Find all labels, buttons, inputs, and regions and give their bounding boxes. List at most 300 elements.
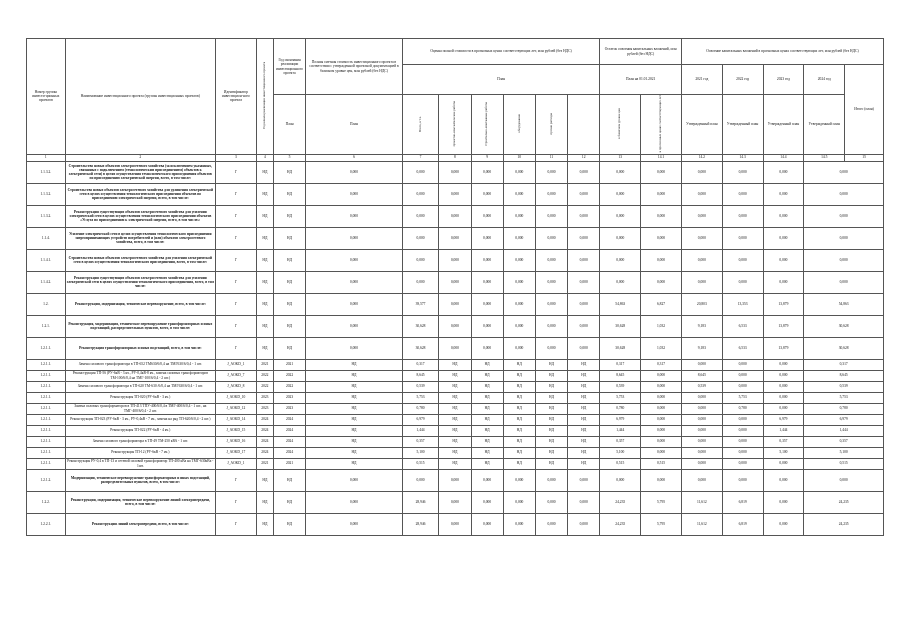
header-remaining: Остаток освоения капитальных вложений, млн рублей (без НДС) bbox=[600, 39, 682, 65]
row-cell-c8: 0,000 bbox=[439, 337, 471, 359]
row-cell-c9: НД bbox=[471, 447, 503, 458]
row-cell-c6: 0,000 bbox=[306, 469, 403, 491]
column-number: 13 bbox=[600, 154, 641, 161]
row-cell-c7: 0,000 bbox=[402, 161, 439, 183]
row-cell-y2: НД bbox=[273, 469, 305, 491]
row-cell-c8: 0,000 bbox=[439, 205, 471, 227]
row-name: Реконструкция ТП-020 (РУ-6кВ - 3 яч.) bbox=[65, 392, 215, 403]
row-cell-c15: 5,100 bbox=[804, 447, 884, 458]
row-cell-c8: НД bbox=[439, 425, 471, 436]
table-row bbox=[27, 271, 884, 293]
row-number: 1.2.1.1. bbox=[27, 337, 66, 359]
row-cell-y2: НД bbox=[273, 271, 305, 293]
row-cell-c9: 0,000 bbox=[471, 293, 503, 315]
row-cell-c8: НД bbox=[439, 381, 471, 392]
row-cell-c6: НД bbox=[306, 370, 403, 381]
header-total: Итого (план) bbox=[845, 65, 884, 155]
row-cell-c142: 0,000 bbox=[681, 392, 722, 403]
row-cell-id: J_AOKD_12 bbox=[215, 403, 256, 414]
row-cell-c12: НД bbox=[568, 414, 600, 425]
row-cell-c10: 0,000 bbox=[503, 161, 535, 183]
row-cell-c12: НД bbox=[568, 370, 600, 381]
header-sub-blank bbox=[568, 95, 600, 155]
table-row bbox=[27, 469, 884, 491]
row-cell-c12: НД bbox=[568, 381, 600, 392]
row-cell-c141: 1,032 bbox=[641, 337, 682, 359]
row-cell-c9: НД bbox=[471, 392, 503, 403]
table-row bbox=[27, 293, 884, 315]
row-cell-c8: 0,000 bbox=[439, 249, 471, 271]
row-cell-y2: 2023 bbox=[273, 392, 305, 403]
row-cell-y1: НД bbox=[256, 271, 273, 293]
row-cell-c15: 0,000 bbox=[804, 469, 884, 491]
row-cell-c142: 0,000 bbox=[681, 458, 722, 469]
row-cell-c143: 13,353 bbox=[722, 293, 763, 315]
row-cell-c7: 0,539 bbox=[402, 381, 439, 392]
row-number: 1.2.1.1. bbox=[27, 381, 66, 392]
row-name: Реконструкция ТП-023 (РУ-6кВ - 3 яч., РУ-0,4кВ - 7 яч., замена на ряд ТП-620/6/0,4 - 2 шт.) bbox=[65, 414, 215, 425]
row-cell-c6: 0,000 bbox=[306, 513, 403, 535]
row-cell-y1: 2023 bbox=[256, 403, 273, 414]
row-cell-c144: 0,357 bbox=[763, 436, 804, 447]
row-cell-c10: 0,000 bbox=[503, 513, 535, 535]
row-cell-y2: 2023 bbox=[273, 403, 305, 414]
row-cell-c143: 0,000 bbox=[722, 271, 763, 293]
header-plan: План bbox=[402, 65, 600, 95]
row-cell-id: Г bbox=[215, 491, 256, 513]
row-cell-c12: 0,000 bbox=[568, 513, 600, 535]
row-cell-c15: 0,539 bbox=[804, 381, 884, 392]
row-cell-c141: 0,000 bbox=[641, 414, 682, 425]
row-cell-c8: НД bbox=[439, 403, 471, 414]
row-cell-c142: 0,000 bbox=[681, 425, 722, 436]
row-cell-id: Г bbox=[215, 337, 256, 359]
row-cell-c9: НД bbox=[471, 458, 503, 469]
table-row bbox=[27, 183, 884, 205]
row-cell-c9: 0,000 bbox=[471, 513, 503, 535]
row-cell-c144: 0,000 bbox=[763, 513, 804, 535]
row-cell-id: Г bbox=[215, 271, 256, 293]
row-cell-c143: 6,533 bbox=[722, 337, 763, 359]
row-name: Замена силового трансформатора в ТП-49 ТМ-250 кВА - 1 шт. bbox=[65, 436, 215, 447]
row-cell-c13: 0,539 bbox=[600, 381, 641, 392]
row-cell-c8: НД bbox=[439, 359, 471, 370]
row-cell-c143: 0,000 bbox=[722, 425, 763, 436]
row-cell-y2: 2022 bbox=[273, 381, 305, 392]
header-year-2022: 2022 год bbox=[722, 65, 763, 95]
row-cell-c7: 30,628 bbox=[402, 337, 439, 359]
table-row bbox=[27, 161, 884, 183]
row-cell-y1: НД bbox=[256, 337, 273, 359]
row-cell-c15: 24,235 bbox=[804, 491, 884, 513]
row-name: Реконструкция существующих объектов электросетевого хозяйства для усиления электрической сети в целях осуществления технологического присоединения объектов «Услуга по присоединению к электрической энергии, всего, в том числе»: bbox=[65, 205, 215, 227]
row-cell-c11: 0,000 bbox=[535, 337, 567, 359]
row-cell-c12: НД bbox=[568, 447, 600, 458]
row-cell-c6: НД bbox=[306, 359, 403, 370]
row-cell-c144: 0,000 bbox=[763, 491, 804, 513]
row-cell-c141: 0,000 bbox=[641, 271, 682, 293]
header-approved-2023: Утвержденный план bbox=[763, 95, 804, 155]
row-cell-c13: 0,000 bbox=[600, 249, 641, 271]
row-cell-c142: 11,612 bbox=[681, 491, 722, 513]
header-project-id: Идентификатор инвестицион-ного проекта bbox=[215, 39, 256, 155]
row-cell-c13: 0,000 bbox=[600, 205, 641, 227]
row-cell-c11: 0,000 bbox=[535, 293, 567, 315]
investment-table bbox=[26, 38, 884, 536]
row-cell-c141: 0,000 bbox=[641, 205, 682, 227]
row-cell-c12: 0,000 bbox=[568, 161, 600, 183]
row-cell-c141: 0,000 bbox=[641, 249, 682, 271]
row-cell-c142: 0,000 bbox=[681, 183, 722, 205]
row-cell-c7: 30,628 bbox=[402, 315, 439, 337]
row-cell-c142: 0,000 bbox=[681, 227, 722, 249]
header-approved-2021: Утвержденный план bbox=[681, 95, 722, 155]
header-sub-total: Всего, в т.ч. bbox=[402, 95, 439, 155]
column-number: 14.3 bbox=[722, 154, 763, 161]
row-cell-c10: 0,000 bbox=[503, 469, 535, 491]
row-cell-c10: НД bbox=[503, 381, 535, 392]
row-number: 1.2.1.1. bbox=[27, 392, 66, 403]
row-cell-y1: НД bbox=[256, 315, 273, 337]
row-cell-c9: 0,000 bbox=[471, 271, 503, 293]
row-cell-c15: 5,753 bbox=[804, 392, 884, 403]
row-cell-c141: 0,000 bbox=[641, 392, 682, 403]
row-cell-c142: 11,612 bbox=[681, 513, 722, 535]
row-cell-c11: НД bbox=[535, 370, 567, 381]
row-cell-c6: 0,000 bbox=[306, 491, 403, 513]
column-number: 7 bbox=[402, 154, 439, 161]
row-cell-c7: 28,946 bbox=[402, 513, 439, 535]
row-cell-c7: 39,577 bbox=[402, 293, 439, 315]
row-cell-id: Г bbox=[215, 315, 256, 337]
table-row bbox=[27, 227, 884, 249]
row-number: 1.1.4. bbox=[27, 227, 66, 249]
row-cell-c11: НД bbox=[535, 359, 567, 370]
table-row bbox=[27, 370, 884, 381]
header-plan-cost: План bbox=[306, 95, 403, 155]
row-cell-c144: 0,000 bbox=[763, 458, 804, 469]
row-cell-id: Г bbox=[215, 293, 256, 315]
row-cell-c13: 8,645 bbox=[600, 370, 641, 381]
row-cell-y2: НД bbox=[273, 337, 305, 359]
row-cell-c142: 9,183 bbox=[681, 337, 722, 359]
row-cell-c11: НД bbox=[535, 381, 567, 392]
header-row-no: Номер группы инвести-ционных проектов bbox=[27, 39, 66, 155]
row-cell-c11: 0,000 bbox=[535, 205, 567, 227]
row-cell-c6: НД bbox=[306, 447, 403, 458]
table-row bbox=[27, 513, 884, 535]
row-cell-c15: 0,000 bbox=[804, 271, 884, 293]
row-cell-c8: НД bbox=[439, 436, 471, 447]
row-cell-c144: 6,979 bbox=[763, 414, 804, 425]
row-cell-c142: 0,000 bbox=[681, 271, 722, 293]
row-cell-c8: НД bbox=[439, 414, 471, 425]
row-cell-c141: 0,000 bbox=[641, 370, 682, 381]
row-cell-c142: 9,183 bbox=[681, 315, 722, 337]
row-cell-c15: 0,780 bbox=[804, 403, 884, 414]
row-cell-c142: 0,000 bbox=[681, 414, 722, 425]
row-cell-c11: 0,000 bbox=[535, 161, 567, 183]
row-cell-c10: НД bbox=[503, 447, 535, 458]
row-name: Строительство новых объектов электросетевого хозяйства для удлинения электрической сети в целях осуществления технологического присоединения объектов по присоединению электрической энергии, всего, в том числе: bbox=[65, 183, 215, 205]
row-cell-c10: НД bbox=[503, 403, 535, 414]
column-number: 14.4 bbox=[763, 154, 804, 161]
row-cell-c143: 0,000 bbox=[722, 414, 763, 425]
row-cell-c12: НД bbox=[568, 436, 600, 447]
row-cell-c6: НД bbox=[306, 381, 403, 392]
column-number: 9 bbox=[471, 154, 503, 161]
row-cell-c13: 0,000 bbox=[600, 161, 641, 183]
row-cell-id: Г bbox=[215, 183, 256, 205]
row-number: 1.2.1.1. bbox=[27, 447, 66, 458]
header-end-year: Год окончания реализации инвестиционного проекта bbox=[273, 39, 305, 95]
row-cell-c7: 0,780 bbox=[402, 403, 439, 414]
row-cell-c143: 0,000 bbox=[722, 447, 763, 458]
row-cell-id: J_AOKD_1 bbox=[215, 458, 256, 469]
row-name: Реконструкция ТП-12 (РУ-6кВ - 7 яч.) bbox=[65, 447, 215, 458]
column-number: 10 bbox=[503, 154, 535, 161]
row-cell-c143: 0,000 bbox=[722, 436, 763, 447]
row-cell-c8: 0,000 bbox=[439, 161, 471, 183]
row-cell-c141: 0,000 bbox=[641, 425, 682, 436]
table-row bbox=[27, 337, 884, 359]
header-year-2023: 2023 год bbox=[763, 65, 804, 95]
header-sub-equip: оборудование bbox=[503, 95, 535, 155]
row-number: 1.2.1. bbox=[27, 315, 66, 337]
row-cell-c11: НД bbox=[535, 447, 567, 458]
table-row bbox=[27, 381, 884, 392]
column-number: 3 bbox=[215, 154, 256, 161]
row-cell-c13: 0,000 bbox=[600, 271, 641, 293]
row-cell-c9: 0,000 bbox=[471, 469, 503, 491]
header-planned-cost: Полная сметная стоимость инвестиционного проекта в соответствии с утвержденной проектной документацией в базисном уровне цен, млн рублей (без НДС) bbox=[306, 39, 403, 95]
row-number: 1.2. bbox=[27, 293, 66, 315]
row-cell-c10: 0,000 bbox=[503, 183, 535, 205]
row-cell-c10: 0,000 bbox=[503, 315, 535, 337]
row-cell-id: J_AOKD_17 bbox=[215, 447, 256, 458]
row-cell-c15: 0,000 bbox=[804, 227, 884, 249]
header-year-2024: 2024 год bbox=[804, 65, 845, 95]
row-cell-c142: 0,000 bbox=[681, 469, 722, 491]
row-cell-c13: 30,628 bbox=[600, 337, 641, 359]
row-cell-c11: 0,000 bbox=[535, 227, 567, 249]
row-cell-c7: 5,100 bbox=[402, 447, 439, 458]
row-cell-c141: 0,000 bbox=[641, 436, 682, 447]
row-cell-c141: 6,827 bbox=[641, 293, 682, 315]
row-cell-c12: 0,000 bbox=[568, 227, 600, 249]
row-cell-y2: 2021 bbox=[273, 359, 305, 370]
row-cell-c11: НД bbox=[535, 403, 567, 414]
row-number: 1.2.2.1. bbox=[27, 513, 66, 535]
row-cell-c6: 0,000 bbox=[306, 183, 403, 205]
row-cell-c13: 24,235 bbox=[600, 491, 641, 513]
column-number: 2 bbox=[65, 154, 215, 161]
row-name: Реконструкция РУ-0,4 в ТП-13 и сетевой силовой трансформатор ТП-400 кВа на ТМГ-630кВа - 1шт. bbox=[65, 458, 215, 469]
row-number: 1.2.1.2. bbox=[27, 469, 66, 491]
row-cell-c142: 0,000 bbox=[681, 359, 722, 370]
table-row bbox=[27, 392, 884, 403]
row-cell-c8: НД bbox=[439, 370, 471, 381]
row-number: 1.1.3.2. bbox=[27, 161, 66, 183]
row-cell-y1: 2021 bbox=[256, 359, 273, 370]
row-cell-c144: 0,000 bbox=[763, 183, 804, 205]
row-name: Реконструкция, модернизация, техническое перевооружение линий электропередачи, всего, в том числе: bbox=[65, 491, 215, 513]
row-cell-c15: 0,000 bbox=[804, 205, 884, 227]
row-cell-c141: 0,000 bbox=[641, 227, 682, 249]
row-cell-c143: 0,780 bbox=[722, 403, 763, 414]
row-cell-y1: НД bbox=[256, 469, 273, 491]
row-cell-c13: 0,000 bbox=[600, 469, 641, 491]
row-cell-c6: НД bbox=[306, 414, 403, 425]
row-cell-id: Г bbox=[215, 205, 256, 227]
row-cell-c143: 0,000 bbox=[722, 370, 763, 381]
row-cell-c7: 6,979 bbox=[402, 414, 439, 425]
row-number: 1.2.1.1. bbox=[27, 359, 66, 370]
row-cell-c13: 1,444 bbox=[600, 425, 641, 436]
row-cell-c11: 0,000 bbox=[535, 315, 567, 337]
row-cell-y1: 2022 bbox=[256, 370, 273, 381]
row-cell-c6: 0,000 bbox=[306, 161, 403, 183]
header-sub-in-base: в базисном уровне цен bbox=[600, 95, 641, 155]
row-cell-c144: 0,000 bbox=[763, 469, 804, 491]
row-cell-id: Г bbox=[215, 513, 256, 535]
row-cell-c143: 0,000 bbox=[722, 183, 763, 205]
row-number: 1.1.4.1. bbox=[27, 249, 66, 271]
row-cell-c8: 0,000 bbox=[439, 469, 471, 491]
row-cell-y2: НД bbox=[273, 293, 305, 315]
row-cell-c12: НД bbox=[568, 359, 600, 370]
table-row bbox=[27, 447, 884, 458]
row-number: 1.1.3.2. bbox=[27, 183, 66, 205]
row-cell-c9: 0,000 bbox=[471, 227, 503, 249]
row-cell-c8: 0,000 bbox=[439, 513, 471, 535]
header-plan-on-date: План на 01.01.2021 bbox=[600, 65, 682, 95]
row-cell-c144: 0,000 bbox=[763, 359, 804, 370]
row-cell-c144: 1,444 bbox=[763, 425, 804, 436]
row-cell-c142: 0,000 bbox=[681, 249, 722, 271]
row-cell-c6: НД bbox=[306, 403, 403, 414]
row-cell-y2: НД bbox=[273, 491, 305, 513]
header-financing: Освоение капитальных вложений в прогнозных ценах соответствующих лет, млн рублей (без НДС) bbox=[681, 39, 883, 65]
row-cell-c11: НД bbox=[535, 458, 567, 469]
row-cell-y1: 2021 bbox=[256, 458, 273, 469]
row-cell-c9: НД bbox=[471, 403, 503, 414]
row-cell-c141: 0,000 bbox=[641, 381, 682, 392]
row-cell-c15: 30,628 bbox=[804, 337, 884, 359]
row-cell-c10: НД bbox=[503, 414, 535, 425]
column-number: 8 bbox=[439, 154, 471, 161]
row-cell-c6: 0,000 bbox=[306, 249, 403, 271]
row-cell-c12: НД bbox=[568, 425, 600, 436]
table-row bbox=[27, 425, 884, 436]
column-number: 14.2 bbox=[681, 154, 722, 161]
row-cell-c142: 0,000 bbox=[681, 205, 722, 227]
row-cell-y1: НД bbox=[256, 161, 273, 183]
row-cell-c143: 0,000 bbox=[722, 227, 763, 249]
row-cell-c6: 0,000 bbox=[306, 337, 403, 359]
row-cell-id: J_AOKD_7 bbox=[215, 370, 256, 381]
row-cell-c141: 0,000 bbox=[641, 183, 682, 205]
row-cell-c15: 0,357 bbox=[804, 436, 884, 447]
row-cell-c11: НД bbox=[535, 392, 567, 403]
header-sub-pir: проектно-изыскательские работы bbox=[439, 95, 471, 155]
row-cell-y2: НД bbox=[273, 205, 305, 227]
row-cell-c10: НД bbox=[503, 392, 535, 403]
row-cell-c6: НД bbox=[306, 436, 403, 447]
row-number: 1.2.2. bbox=[27, 491, 66, 513]
row-cell-c12: 0,000 bbox=[568, 205, 600, 227]
row-cell-c6: 0,000 bbox=[306, 227, 403, 249]
row-cell-c10: 0,000 bbox=[503, 205, 535, 227]
row-cell-c144: 0,000 bbox=[763, 205, 804, 227]
row-cell-c6: НД bbox=[306, 425, 403, 436]
header-start-year: Год начала реализации инвестиционного проекта bbox=[256, 39, 273, 155]
row-cell-y2: НД bbox=[273, 227, 305, 249]
table-row bbox=[27, 315, 884, 337]
row-cell-c13: 5,100 bbox=[600, 447, 641, 458]
row-number: 1.2.1.1. bbox=[27, 458, 66, 469]
row-name: Замена силовых трансформаторов в ТП-413 ТПУ-400/6/0,4 в ТМГ-400/6/0,4 - 1 шт., на ТМГ-400/6/0,4 - 2 шт. bbox=[65, 403, 215, 414]
row-cell-y1: НД bbox=[256, 249, 273, 271]
row-cell-c12: 0,000 bbox=[568, 337, 600, 359]
row-cell-c11: НД bbox=[535, 436, 567, 447]
row-cell-id: J_AOKD_14 bbox=[215, 414, 256, 425]
row-cell-c13: 5,753 bbox=[600, 392, 641, 403]
row-cell-c9: НД bbox=[471, 436, 503, 447]
row-cell-c12: 0,000 bbox=[568, 293, 600, 315]
table-row bbox=[27, 249, 884, 271]
row-cell-id: J_AOKD_10 bbox=[215, 392, 256, 403]
row-cell-c10: 0,000 bbox=[503, 271, 535, 293]
row-name: Реконструкция ТП-56 (РУ-6кВ - 3 яч., РУ-0,4кВ-8 яч., замена силовых трансформаторов ТМ-100/6/0,4 на ТМГ-100/6/0,4 - 2 шт.) bbox=[65, 370, 215, 381]
row-cell-c13: 0,317 bbox=[600, 359, 641, 370]
row-cell-y1: НД bbox=[256, 205, 273, 227]
row-cell-y2: 2024 bbox=[273, 447, 305, 458]
column-number: 5 bbox=[273, 154, 305, 161]
row-number: 1.2.1.1. bbox=[27, 425, 66, 436]
row-cell-c6: 0,000 bbox=[306, 271, 403, 293]
row-number: 1.2.1.1. bbox=[27, 436, 66, 447]
row-cell-c142: 0,000 bbox=[681, 436, 722, 447]
row-cell-c141: 0,000 bbox=[641, 161, 682, 183]
row-cell-c10: НД bbox=[503, 359, 535, 370]
row-cell-y2: 2021 bbox=[273, 458, 305, 469]
row-name: Реконструкция, модернизация, техническое перевооружение, всего, в том числе: bbox=[65, 293, 215, 315]
row-cell-c13: 24,235 bbox=[600, 513, 641, 535]
row-cell-y2: 2024 bbox=[273, 425, 305, 436]
row-cell-c6: 0,000 bbox=[306, 293, 403, 315]
row-cell-c6: НД bbox=[306, 392, 403, 403]
row-cell-c9: НД bbox=[471, 381, 503, 392]
row-cell-y1: НД bbox=[256, 227, 273, 249]
row-cell-c9: 0,000 bbox=[471, 249, 503, 271]
row-name: Усиление электрической сети в целях осуществления технологического присоединения энергопринимающих устройств потребителей и (или) объектов электросетевого хозяйства, всего, в том числе: bbox=[65, 227, 215, 249]
row-cell-c141: 5,795 bbox=[641, 513, 682, 535]
row-name: Модернизация, техническое перевооружение трансформаторных и иных подстанций, распределительных пунктов, всего, в том числе: bbox=[65, 469, 215, 491]
row-cell-c12: 0,000 bbox=[568, 249, 600, 271]
row-cell-c7: 0,000 bbox=[402, 227, 439, 249]
row-cell-c13: 0,515 bbox=[600, 458, 641, 469]
row-cell-c15: 54,863 bbox=[804, 293, 884, 315]
row-cell-c10: НД bbox=[503, 425, 535, 436]
row-cell-c13: 0,357 bbox=[600, 436, 641, 447]
row-cell-c144: 0,000 bbox=[763, 370, 804, 381]
row-cell-c143: 0,000 bbox=[722, 205, 763, 227]
row-number: 1.2.1.1. bbox=[27, 370, 66, 381]
row-cell-c144: 0,000 bbox=[763, 249, 804, 271]
row-cell-id: J_AOKD_8 bbox=[215, 381, 256, 392]
row-cell-c12: НД bbox=[568, 403, 600, 414]
